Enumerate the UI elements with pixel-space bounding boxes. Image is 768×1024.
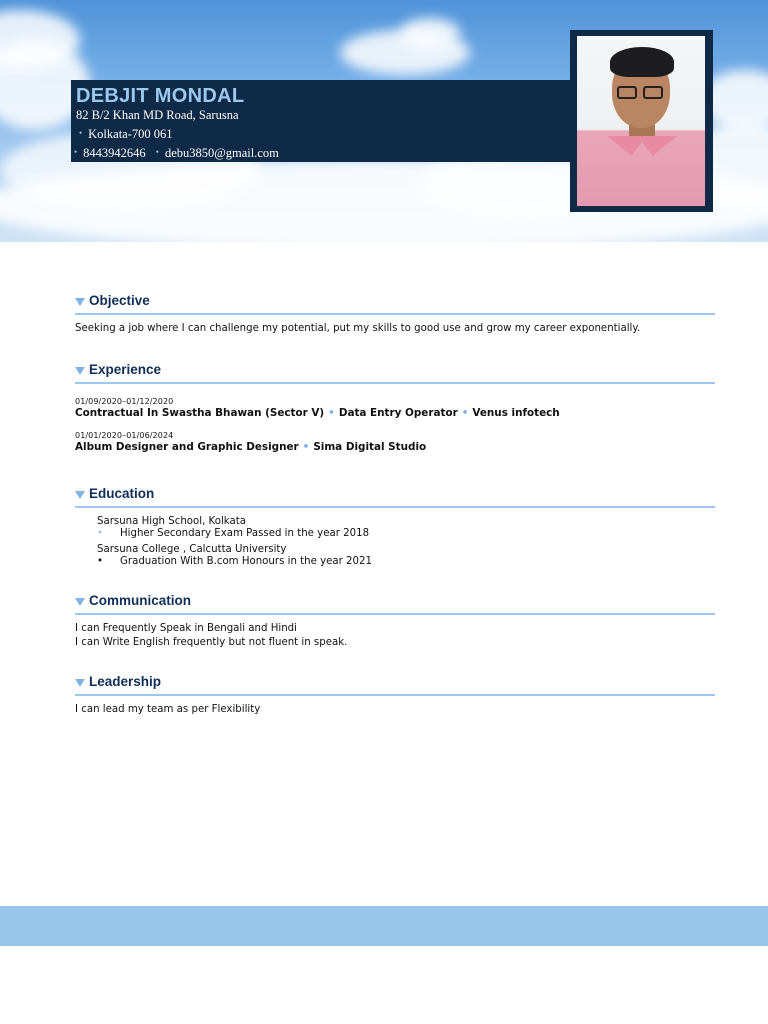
- section-divider: [75, 506, 715, 508]
- separator-dot: •: [461, 407, 469, 419]
- collapse-triangle-icon: [75, 298, 85, 306]
- collapse-triangle-icon: [75, 679, 85, 687]
- phone-number: 8443942646: [83, 146, 146, 160]
- profile-photo-frame: [570, 30, 713, 212]
- email-address: debu3850@gmail.com: [164, 146, 279, 160]
- collapse-triangle-icon: [75, 491, 85, 499]
- person-name: DEBJIT MONDAL: [76, 85, 245, 107]
- objective-section: [75, 293, 715, 336]
- profile-photo: [577, 36, 705, 206]
- experience-company: Venus infotech: [472, 407, 560, 419]
- bullet-icon: •: [97, 528, 104, 539]
- experience-company: Sima Digital Studio: [313, 441, 427, 453]
- experience-dates: 01/01/2020–01/06/2024: [75, 431, 174, 440]
- experience-section: [75, 362, 715, 453]
- education-entry: [97, 516, 715, 539]
- contact-line: [74, 146, 279, 161]
- section-title-objective: Objective: [89, 293, 150, 308]
- section-divider: [75, 382, 715, 384]
- education-section: [75, 486, 715, 567]
- section-divider: [75, 313, 715, 315]
- name-banner: [71, 80, 571, 162]
- education-detail: Higher Secondary Exam Passed in the year 2018: [120, 528, 370, 539]
- section-divider: [75, 613, 715, 615]
- experience-dates: 01/09/2020–01/12/2020: [75, 397, 174, 406]
- experience-role: Album Designer and Graphic Designer: [75, 441, 299, 453]
- communication-line-2: I can Write English frequently but not fluent in speak.: [75, 637, 348, 648]
- bullet: •: [74, 147, 78, 157]
- footer-band: [0, 906, 768, 946]
- collapse-triangle-icon: [75, 367, 85, 375]
- experience-role: Contractual In Swastha Bhawan (Sector V): [75, 407, 325, 419]
- section-divider: [75, 694, 715, 696]
- communication-section: [75, 593, 715, 650]
- collapse-triangle-icon: [75, 598, 85, 606]
- leadership-section: [75, 674, 715, 717]
- separator-dot: •: [302, 441, 310, 453]
- education-school: Sarsuna College , Calcutta University: [97, 544, 287, 555]
- bullet: •: [79, 128, 83, 138]
- communication-line-1: I can Frequently Speak in Bengali and Hindi: [75, 623, 297, 634]
- experience-entry: [75, 397, 715, 419]
- experience-position: Data Entry Operator: [338, 407, 458, 419]
- address-line-2: [79, 127, 173, 142]
- bullet-icon: •: [97, 556, 104, 567]
- education-entry: [97, 544, 715, 567]
- bullet: •: [155, 147, 159, 157]
- objective-text: Seeking a job where I can challenge my potential, put my skills to good use and grow my career exponentially.: [75, 323, 641, 334]
- section-title-education: Education: [89, 486, 155, 501]
- section-title-experience: Experience: [89, 362, 162, 377]
- education-school: Sarsuna High School, Kolkata: [97, 516, 246, 527]
- separator-dot: •: [328, 407, 335, 419]
- education-detail: Graduation With B.com Honours in the year 2021: [120, 556, 372, 567]
- address-line-1: 82 B/2 Khan MD Road, Sarusna: [76, 108, 239, 122]
- leadership-text: I can lead my team as per Flexibility: [75, 704, 261, 715]
- section-title-leadership: Leadership: [89, 674, 162, 689]
- section-title-communication: Communication: [89, 593, 192, 608]
- city-postal: Kolkata-700 061: [88, 127, 173, 141]
- experience-entry: [75, 431, 715, 453]
